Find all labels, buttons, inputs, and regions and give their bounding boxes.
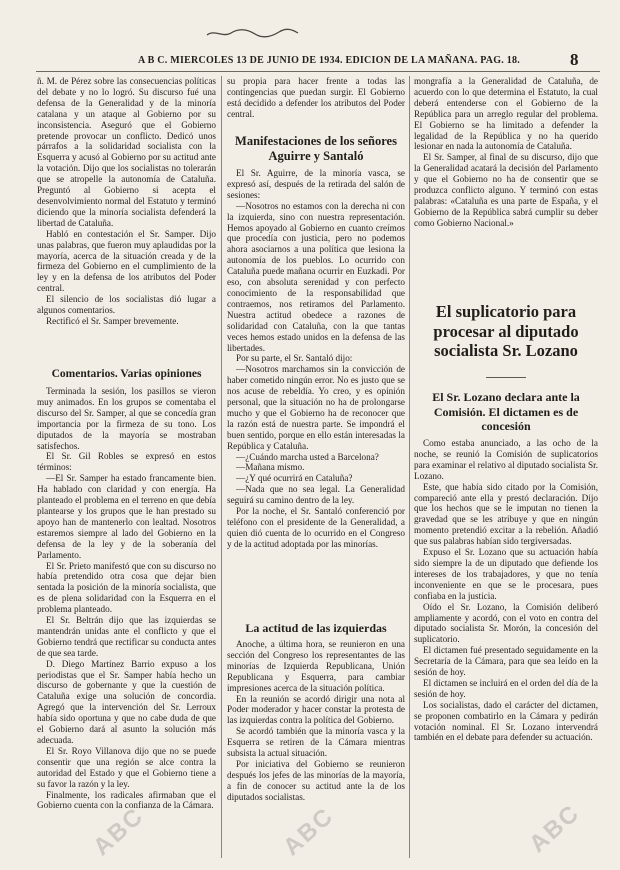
paragraph: Anoche, a última hora, se reunieron en una sección del Congreso los representantes de las minorías de Izquierda Republicana, Unión Republicana y Esquerra, para cambiar impresiones acerca de la situación política. bbox=[227, 639, 405, 693]
column-2-body-1 bbox=[227, 168, 405, 618]
paragraph: Oído el Sr. Lozano, la Comisión deliberó ampliamente y acordó, con el voto en contra del diputado socialista Sr. Morón, la concesión del suplicatorio. bbox=[414, 601, 598, 645]
abc-watermark: ABC bbox=[88, 802, 150, 862]
paragraph: su propia para hacer frente a todas las contingencias que puedan surgir. El Gobierno está decidido a defender los atributos del Poder central. bbox=[227, 76, 405, 119]
paragraph: Los socialistas, dado el carácter del dictamen, se proponen combatirlo en la Cámara y pedirán votación nominal. El Sr. Lozano intervendrá también en el debate para defender su actuación. bbox=[414, 699, 598, 743]
paragraph: El Sr. Aguirre, de la minoría vasca, se expresó así, después de la retirada del salón de sesiones: bbox=[227, 168, 405, 200]
paragraph: El Sr. Beltrán dijo que las izquierdas se mantendrán unidas ante el conflicto y que el Gobierno tendrá que rectificar su conducta antes de que sea tarde. bbox=[37, 615, 216, 658]
article-headline: El suplicatorio para procesar al diputado socialista Sr. Lozano bbox=[433, 302, 579, 360]
column-1-intro bbox=[37, 76, 216, 365]
page-header: A B C. MIERCOLES 13 DE JUNIO DE 1934. EDICION DE LA MAÑANA. PAG. 18. bbox=[137, 55, 521, 66]
paragraph: Por su parte, el Sr. Santaló dijo: bbox=[236, 353, 353, 364]
paragraph: —Mañana mismo. bbox=[236, 462, 305, 473]
paragraph: Por iniciativa del Gobierno se reunieron después los jefes de las minorías de la mayoría, a fin de conocer su actitud ante la de los diputados socialistas. bbox=[227, 758, 405, 802]
paragraph: Se acordó también que la minoría vasca y la Esquerra se retiren de la Cámara mientras subsista la actual situación. bbox=[227, 726, 405, 759]
paragraph: Finalmente, los radicales afirmaban que el Gobierno cuenta con la confianza de la Cámara. bbox=[37, 789, 216, 811]
paragraph: El Sr. Prieto manifestó que con su discurso no había pretendido otra cosa que dejar bien sentada la posición de la minoría socialista, que es de plena solidaridad con la Esquerra en el problema planteado. bbox=[37, 560, 216, 615]
paragraph: Por la noche, el Sr. Santaló conferenció por teléfono con el presidente de la Generalidad, a quien dió cuenta de lo ocurrido en el Congreso y de la actitud adoptada por las minorías. bbox=[227, 506, 405, 549]
paragraph: El Sr. Royo Villanova dijo que no se puede consentir que una región se alce contra la autoridad del Estado y que el Gobierno tiene a su favor la razón y la ley. bbox=[37, 745, 216, 789]
paragraph: Rectificó el Sr. Samper brevemente. bbox=[46, 315, 179, 326]
paragraph: El Sr. Gil Robles se expresó en estos términos: bbox=[37, 451, 216, 473]
paragraph: —Nosotros marchamos sin la convicción de haber cometido ningún error. No es justo que se nos acuse de rebeldía. Yo creo, y es opinión personal, que la situación no ha de prolongarse mucho y que el Gobierno ha de reconocer que la razón está de nuestra parte. Se impondrá el buen sentido, porque en ello están interesadas la República y Cataluña. bbox=[227, 364, 405, 451]
paragraph: El silencio de los socialistas dió lugar a algunos comentarios. bbox=[37, 294, 216, 316]
paragraph: El dictamen se incluirá en el orden del día de la sesión de hoy. bbox=[414, 677, 598, 699]
paragraph: Este, que había sido citado por la Comisión, compareció ante ella y prestó declaración. Dijo que los hechos que se le imputan no tienen la gravedad que se les atribuye y que en ningún momento pretendió excitar a la rebelión. Añadió que sus palabras habían sido tergiversadas. bbox=[414, 481, 598, 547]
paragraph: —¿Cuándo marcha usted a Barcelona? bbox=[236, 451, 379, 462]
paragraph: —Nosotros no estamos con la derecha ni con la izquierda, sino con nuestra representación. Hemos apoyado al Gobierno en cuanto creímos que procedía con justicia, pero no podemos ahora asociarnos a una política que lesiona la autonomía de los pueblos. Lo ocurrido con Cataluña puede mañana ocurrir en Euzkadi. Por eso, con absoluta serenidad y con perfecto conocimiento de la responsabilidad que contraemos, nos retiramos del Parlamento. Nuestra actitud obedece a razones de solidaridad con Cataluña, con la que tantas veces hemos estado unidos en la defensa de las libertades. bbox=[227, 200, 405, 353]
column-3-body bbox=[414, 438, 598, 857]
headline-rule bbox=[486, 377, 526, 378]
handwritten-scribble bbox=[205, 26, 300, 40]
paragraph: Expuso el Sr. Lozano que su actuación había sido siempre la de un diputado que defiende los intereses de los trabajadores, y que no tenía inconveniente en que se le procesara, pues confiaba en la justicia. bbox=[414, 547, 598, 601]
column-rule bbox=[221, 76, 222, 858]
abc-watermark: ABC bbox=[278, 802, 340, 862]
paragraph: —Nada que no sea legal. La Generalidad seguirá su camino dentro de la ley. bbox=[227, 484, 405, 506]
paragraph: D. Diego Martínez Barrio expuso a los periodistas que el Sr. Samper había hecho un discurso de gobernante y que la cuestión de Cataluña exige una solución de concordia. Agregó que la intervención del Sr. Lerroux había sido oportuna y que no cabe duda de que el Gobierno dará al asunto la solución más adecuada. bbox=[37, 658, 216, 745]
paragraph: El Sr. Samper, al final de su discurso, dijo que la Generalidad acatará la decisión del Parlamento y que el Gobierno no ha de consentir que se produzca conflicto alguno. Y terminó con estas palabras: «Cataluña es una parte de España, y el Gobierno de la República sabrá cumplir su deber como Gobierno Nacional.» bbox=[414, 152, 598, 228]
page-mark: 8 bbox=[570, 50, 579, 69]
paragraph: Como estaba anunciado, a las ocho de la noche, se reunió la Comisión de suplicatorios para examinar el relativo al diputado socialista Sr. Lozano. bbox=[414, 438, 598, 481]
abc-watermark: ABC bbox=[524, 799, 586, 859]
paragraph: El dictamen fué presentado seguidamente en la Secretaría de la Cámara, para que sea leído en la sesión de hoy. bbox=[414, 645, 598, 678]
paragraph: En la reunión se acordó dirigir una nota al Poder moderador y hacer constar la protesta de las izquierdas contra la política del Gobierno. bbox=[227, 693, 405, 726]
paragraph: ñ. M. de Pérez sobre las consecuencias políticas del debate y no lo logró. Su discurso fué una defensa de la Generalidad y de la minoría catalana y un ataque al Gobierno por su inconsistencia. Aseguró que el Gobierno pretende provocar un conflicto. Dedicó unos párrafos a la solidaridad socialista con la Esquerra y acusó al Gobierno por su actitud ante la votación. Dijo que los socialistas no tolerarán que se atropelle la autonomía de Cataluña. Preguntó al Gobierno si acepta el desenvolvimiento normal del Estatuto y terminó diciendo que la minoría socialista defenderá la libertad de Cataluña. bbox=[37, 76, 216, 228]
column-1-body bbox=[37, 386, 216, 857]
section-heading-aguirre-santalo: Manifestaciones de los señores Aguirre y Santaló bbox=[235, 134, 397, 163]
paragraph: Terminada la sesión, los pasillos se vieron muy animados. En los grupos se comentaba el discurso del Sr. Samper, al que se concedía gran importancia por la firmeza de su tono. Los diputados de la mayoría se mostraban satisfechos. bbox=[37, 386, 216, 451]
section-heading-izquierdas: La actitud de las izquierdas bbox=[245, 621, 387, 635]
column-3-intro bbox=[414, 76, 598, 298]
column-2-intro bbox=[227, 76, 405, 132]
paragraph: —El Sr. Samper ha estado francamente bien. Ha hablado con claridad y con energía. Ha planteado el problema en el terreno en que debía plantearse y los grupos que le han prestado su apoyo han de mantenerlo con lealtad. Nosotros estaremos siempre al lado del Gobierno en la defensa de la ley y de la soberanía del Parlamento. bbox=[37, 473, 216, 560]
column-rule bbox=[409, 76, 410, 858]
paragraph: Habló en contestación el Sr. Samper. Dijo unas palabras, que fueron muy aplaudidas por la mayoría, acerca de la situación creada y de la firmeza del Gobierno en el cumplimiento de la ley y en la defensa de los atributos del Poder central. bbox=[37, 228, 216, 294]
paragraph: —¿Y qué ocurrirá en Cataluña? bbox=[236, 473, 353, 484]
section-heading-comentarios: Comentarios. Varias opiniones bbox=[51, 368, 202, 380]
header-rule bbox=[36, 71, 600, 72]
paragraph: mongrafía a la Generalidad de Cataluña, de acuerdo con lo que determina el Estatuto, la cual deberá entenderse con el Gobierno de la República para un arreglo regular del problema. El Gobierno se ha limitado a defender la legalidad de la República y no ha querido lesionar en nada la autonomía de Cataluña. bbox=[414, 76, 598, 152]
article-subheadline: El Sr. Lozano declara ante la Comisión. El dictamen es de concesión bbox=[432, 390, 580, 433]
